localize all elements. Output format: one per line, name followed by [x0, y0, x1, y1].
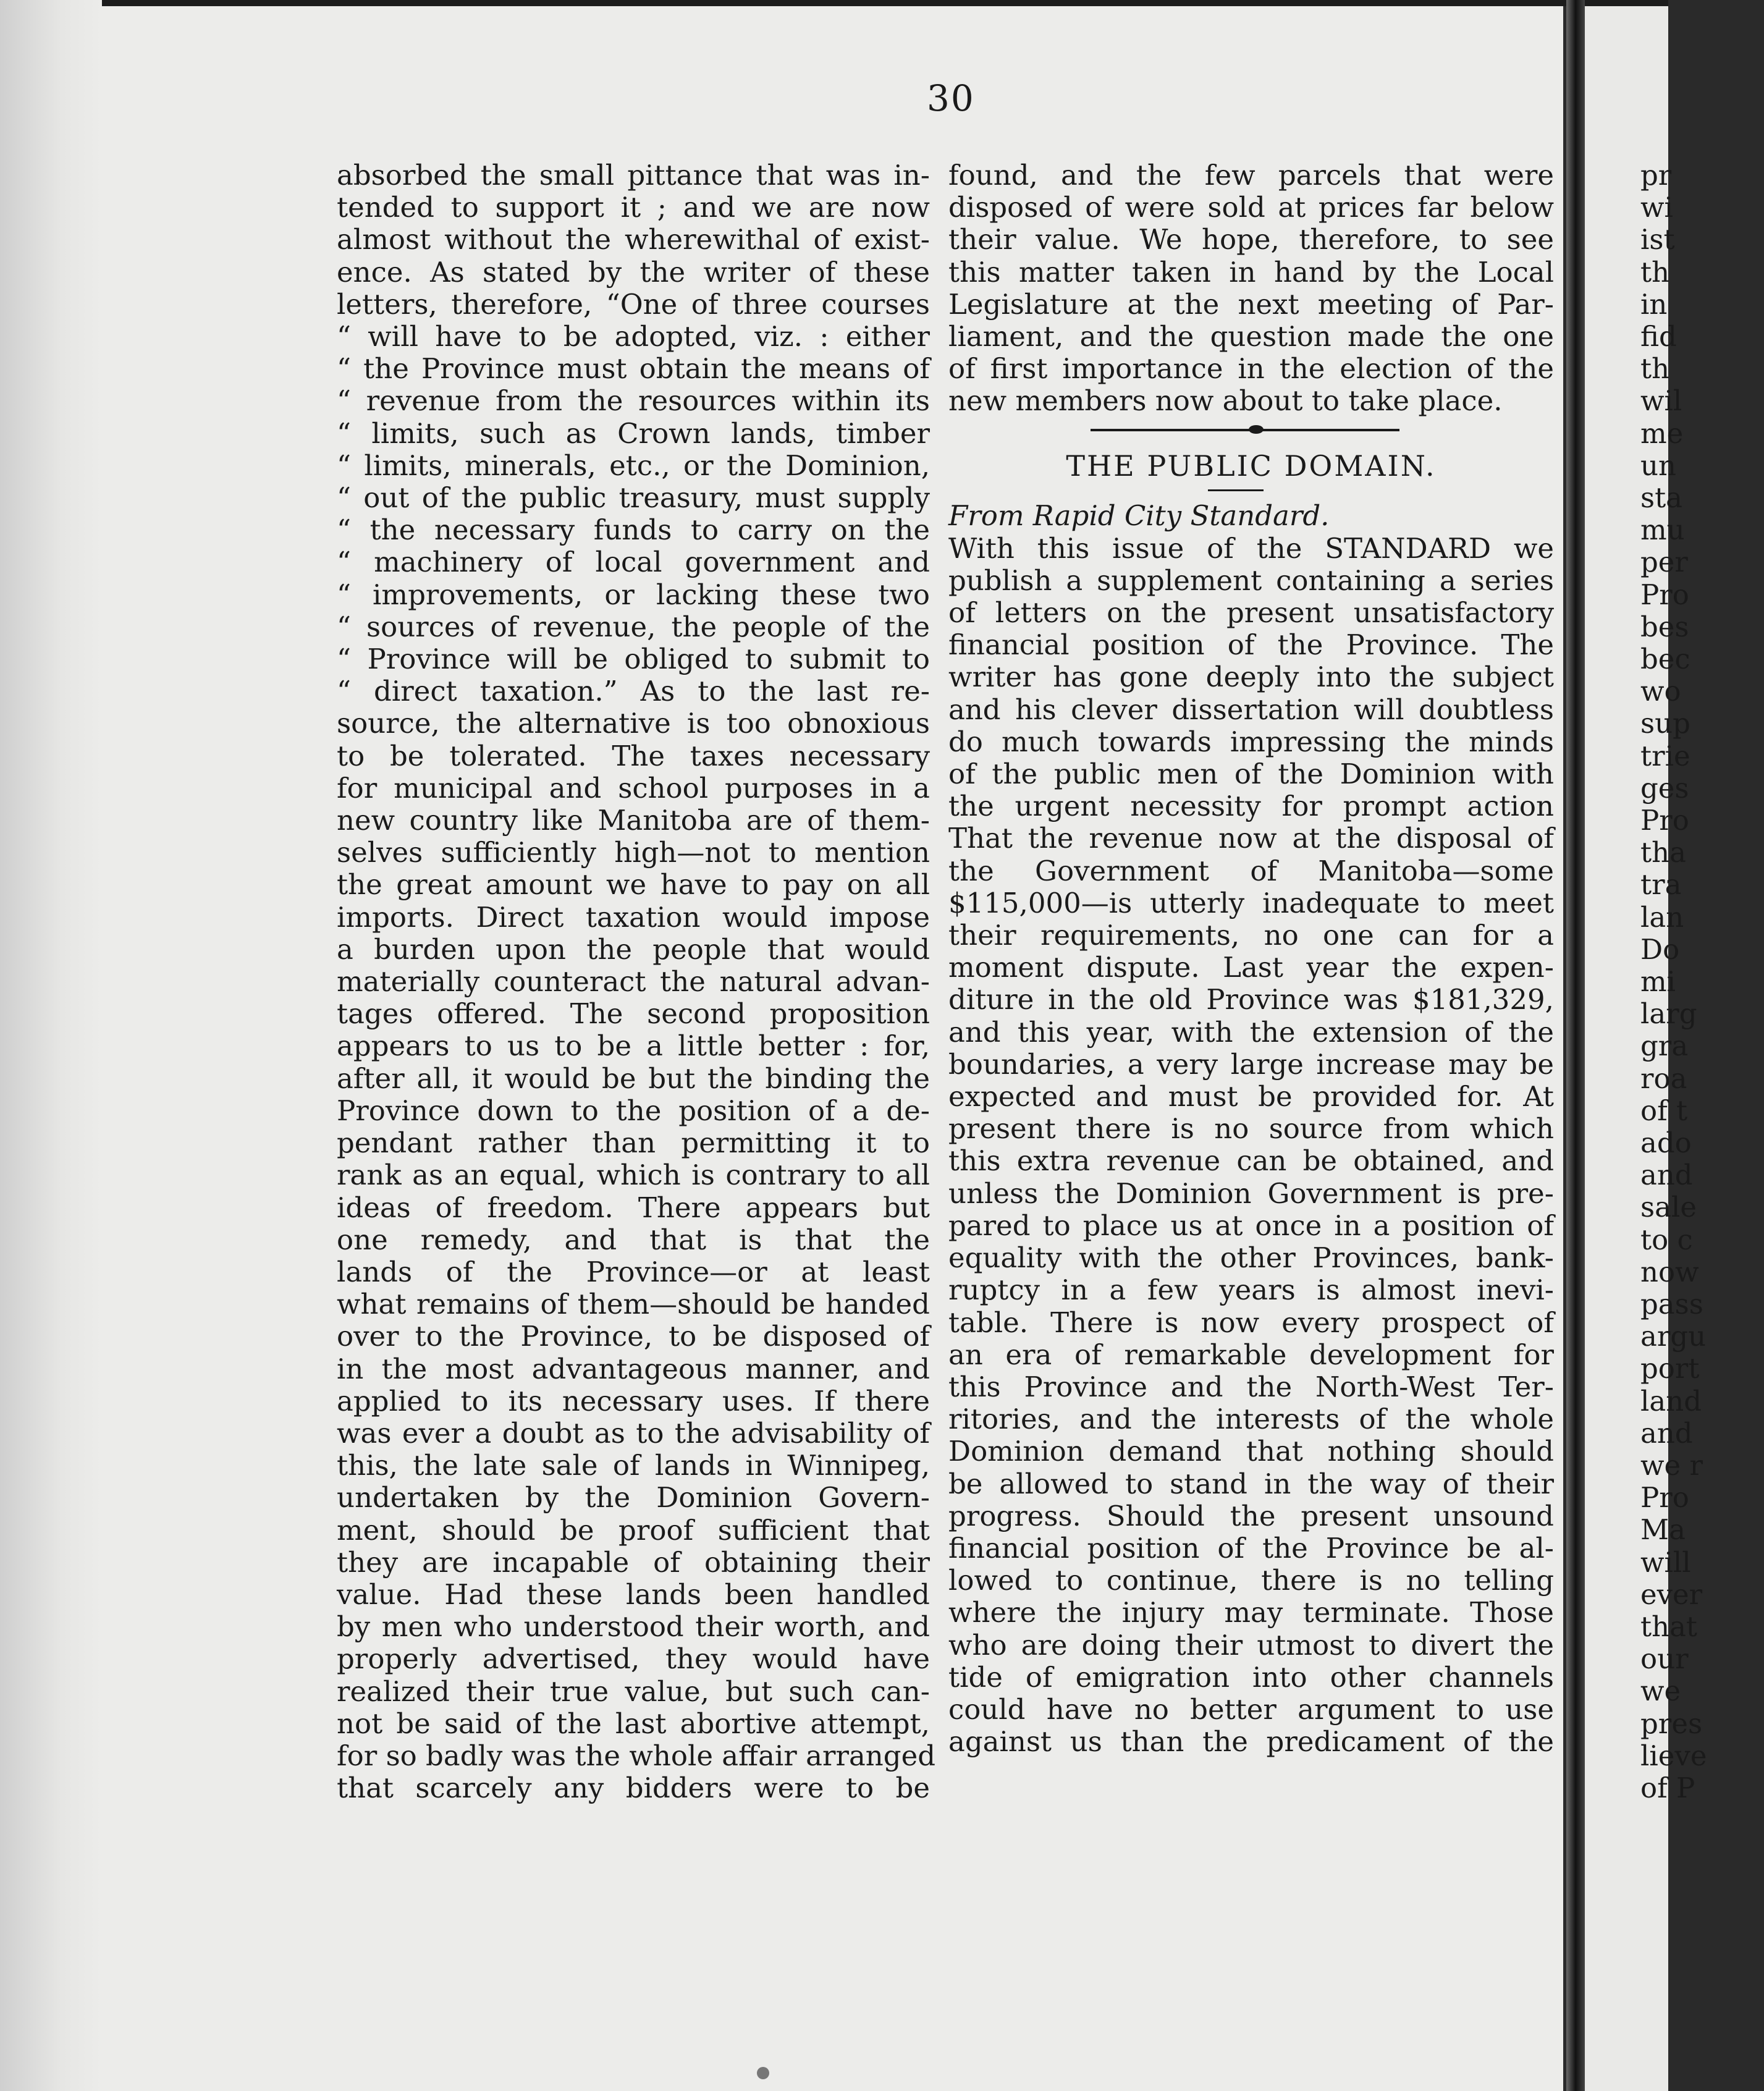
- text-line: “ limits, minerals, etc., or the Dominion,: [337, 449, 930, 482]
- text-line: who are doing their utmost to divert the: [948, 1628, 1554, 1662]
- text-line: table. There is now every prospect of: [948, 1306, 1554, 1339]
- divider-ornament: [1249, 425, 1264, 434]
- next-page-fragment: that: [1640, 1610, 1697, 1643]
- next-page-fragment: to c: [1640, 1223, 1693, 1256]
- text-line: a burden upon the people that would: [337, 932, 930, 966]
- text-line: selves sufficiently high—not to mention: [337, 836, 930, 869]
- text-line: their requirements, no one can for a: [948, 919, 1554, 952]
- text-line: “ limits, such as Crown lands, timber: [337, 416, 930, 450]
- text-line: this extra revenue can be obtained, and: [948, 1144, 1554, 1178]
- next-page-fragment: wi: [1640, 191, 1673, 224]
- text-line: of letters on the present unsatisfactory: [948, 596, 1554, 630]
- next-page-fragment: me: [1640, 416, 1684, 450]
- text-line: new members now about to take place.: [948, 384, 1503, 418]
- next-page-fragment: sup: [1640, 707, 1690, 740]
- text-line: not be said of the last abortive attempt,: [337, 1707, 930, 1740]
- article-body: [948, 533, 1554, 1759]
- text-line: this, the late sale of lands in Winnipeg,: [337, 1449, 930, 1482]
- text-line: applied to its necessary uses. If there: [337, 1384, 930, 1417]
- text-line: “ revenue from the resources within its: [337, 384, 930, 418]
- text-line: for so badly was the whole affair arranged: [337, 1739, 936, 1772]
- text-line: and his clever dissertation will doubtless: [948, 693, 1554, 726]
- text-line: the great amount we have to pay on all: [337, 868, 930, 902]
- next-page-fragment: tha: [1640, 836, 1686, 869]
- text-line: imports. Direct taxation would impose: [337, 900, 930, 934]
- text-line: tended to support it ; and we are now: [337, 191, 930, 224]
- text-line: “ improvements, or lacking these two: [337, 578, 930, 611]
- text-line: “ the Province must obtain the means of: [337, 352, 930, 386]
- next-page-fragment: lan: [1640, 900, 1684, 934]
- next-page-fragment: fid: [1640, 320, 1677, 353]
- next-page-fragment: will: [1640, 1545, 1691, 1579]
- next-page-fragment: mu: [1640, 513, 1685, 547]
- heading-underline: [948, 487, 1554, 499]
- text-line: their value. We hope, therefore, to see: [948, 223, 1554, 256]
- text-line: tide of emigration into other channels: [948, 1660, 1554, 1694]
- text-line: they are incapable of obtaining their: [337, 1545, 930, 1579]
- next-page-fragment: per: [1640, 546, 1688, 579]
- next-page-fragment: wo: [1640, 675, 1681, 708]
- article-heading: THE PUBLIC DOMAIN.: [1066, 449, 1437, 483]
- text-line: realized their true value, but such can-: [337, 1675, 930, 1708]
- text-line: this Province and the North-West Ter-: [948, 1370, 1554, 1403]
- next-page-fragment: gra: [1640, 1029, 1689, 1063]
- text-line: in the most advantageous manner, and: [337, 1352, 930, 1385]
- next-page-fragment: of P: [1640, 1772, 1695, 1804]
- right-column: [948, 159, 1554, 1758]
- next-page-edge: [1585, 6, 1707, 2091]
- text-line: diture in the old Province was $181,329,: [948, 983, 1554, 1016]
- next-page-fragment: pres: [1640, 1707, 1703, 1740]
- text-line: found, and the few parcels that were: [948, 159, 1554, 192]
- text-line: “ out of the public treasury, must supply: [337, 481, 930, 515]
- next-page-fragment: our: [1640, 1642, 1689, 1676]
- text-line: Province down to the position of a de-: [337, 1094, 930, 1127]
- text-line: letters, therefore, “One of three courses: [337, 287, 930, 321]
- text-line: “ will have to be adopted, viz. : either: [337, 320, 930, 353]
- book-gutter: [1566, 0, 1585, 2091]
- text-line: against us than the predicament of the: [948, 1725, 1554, 1759]
- text-line: With this issue of the STANDARD we: [948, 531, 1554, 565]
- text-line: undertaken by the Dominion Govern-: [337, 1481, 930, 1514]
- next-page-fragment: un: [1640, 449, 1676, 482]
- text-line: value. Had these lands been handled: [337, 1578, 930, 1611]
- text-line: ideas of freedom. There appears but: [337, 1191, 930, 1224]
- next-page-fragment: Pro: [1640, 804, 1689, 837]
- text-line: ence. As stated by the writer of these: [337, 255, 930, 289]
- text-line: unless the Dominion Government is pre-: [948, 1176, 1554, 1210]
- next-page-fragment: pr: [1640, 159, 1672, 192]
- text-line: ritories, and the interests of the whole: [948, 1403, 1554, 1436]
- text-line: and this year, with the extension of the: [948, 1015, 1554, 1049]
- left-column: [337, 159, 936, 1805]
- text-line: “ the necessary funds to carry on the: [337, 513, 930, 547]
- next-page-fragment: pass: [1640, 1288, 1703, 1320]
- text-line: lowed to continue, there is no telling: [948, 1564, 1554, 1597]
- next-page-fragment: Do: [1640, 932, 1680, 966]
- page-left-margin: [0, 0, 102, 2091]
- text-line: present there is no source from which: [948, 1112, 1554, 1146]
- next-page-fragment: and: [1640, 1416, 1693, 1450]
- page-number: 30: [927, 77, 975, 119]
- text-line: lands of the Province—or at least: [337, 1255, 930, 1288]
- text-line: That the revenue now at the disposal of: [948, 822, 1554, 855]
- next-page-fragment: larg: [1640, 997, 1697, 1031]
- text-line: over to the Province, to be disposed of: [337, 1320, 930, 1353]
- text-line: properly advertised, they would have: [337, 1642, 930, 1676]
- next-page-fragment: sta: [1640, 481, 1683, 514]
- next-page-fragment: roa: [1640, 1062, 1687, 1095]
- text-line: moment dispute. Last year the expen-: [948, 951, 1554, 984]
- next-page-fragment: Pro: [1640, 1481, 1689, 1514]
- next-page-fragment: ist: [1640, 223, 1675, 256]
- text-line: what remains of them—should be handed: [337, 1288, 930, 1321]
- next-page-fragment: sale: [1640, 1191, 1697, 1224]
- next-page-fragment: wil: [1640, 384, 1682, 418]
- text-line: Dominion demand that nothing should: [948, 1435, 1554, 1468]
- text-line: materially counteract the natural advan-: [337, 965, 930, 999]
- next-page-fragment: land: [1640, 1384, 1702, 1417]
- text-line: was ever a doubt as to the advisability of: [337, 1416, 930, 1450]
- text-line: of the public men of the Dominion with: [948, 758, 1554, 791]
- next-page-fragment: and: [1640, 1159, 1693, 1192]
- text-line: this matter taken in hand by the Local: [948, 255, 1554, 289]
- text-line: “ sources of revenue, the people of the: [337, 610, 930, 643]
- text-line: could have no better argument to use: [948, 1692, 1554, 1726]
- next-page-fragment: bec: [1640, 643, 1690, 675]
- text-line: expected and must be provided for. At: [948, 1080, 1554, 1113]
- text-line: tages offered. The second proposition: [337, 997, 930, 1031]
- next-page-fragment: in: [1640, 287, 1668, 321]
- text-line: be allowed to stand in the way of their: [948, 1467, 1554, 1500]
- text-line: one remedy, and that is that the: [337, 1223, 930, 1256]
- text-line: ment, should be proof sufficient that: [337, 1513, 930, 1547]
- next-page-fragment: ado: [1640, 1126, 1692, 1159]
- next-page-fragment: mi: [1640, 965, 1676, 998]
- next-page-fragment: we: [1640, 1675, 1681, 1708]
- text-line: rank as an equal, which is contrary to all: [337, 1159, 930, 1192]
- text-line: absorbed the small pittance that was in-: [337, 159, 930, 192]
- text-line: by men who understood their worth, and: [337, 1610, 930, 1644]
- scan-top-edge: [0, 0, 1668, 6]
- next-page-fragment: port: [1640, 1352, 1700, 1385]
- next-page-fragment: ever: [1640, 1578, 1703, 1611]
- next-page-fragment: Ma: [1640, 1513, 1686, 1547]
- text-line: financial position of the Province. The: [948, 628, 1554, 662]
- article-source: From Rapid City Standard.: [948, 499, 1330, 532]
- text-line: writer has gone deeply into the subject: [948, 661, 1554, 694]
- text-line: after all, it would be but the binding the: [337, 1062, 930, 1095]
- text-line: publish a supplement containing a series: [948, 564, 1554, 597]
- next-page-fragment: th: [1640, 255, 1670, 289]
- text-line: $115,000—is utterly inadequate to meet: [948, 886, 1554, 919]
- text-line: source, the alternative is too obnoxious: [337, 707, 930, 740]
- text-line: to be tolerated. The taxes necessary: [337, 739, 930, 772]
- next-page-fragment: argu: [1640, 1320, 1707, 1353]
- text-line: “ direct taxation.” As to the last re-: [337, 675, 930, 708]
- next-page-fragment: th: [1640, 352, 1670, 386]
- text-line: disposed of were sold at prices far below: [948, 191, 1554, 224]
- text-line: where the injury may terminate. Those: [948, 1596, 1554, 1629]
- binding-mark: [757, 2067, 769, 2079]
- text-line: do much towards impressing the minds: [948, 725, 1554, 758]
- text-line: of first importance in the election of the: [948, 352, 1554, 386]
- text-line: pared to place us at once in a position of: [948, 1209, 1554, 1242]
- section-divider: [948, 419, 1554, 444]
- divider-rule: [1091, 429, 1399, 431]
- next-page-fragment: trie: [1640, 739, 1690, 772]
- text-line: boundaries, a very large increase may be: [948, 1047, 1554, 1081]
- text-line: pendant rather than permitting it to: [337, 1126, 930, 1160]
- text-line: for municipal and school purposes in a: [337, 771, 930, 805]
- next-page-fragment: now: [1640, 1255, 1699, 1288]
- text-line: Legislature at the next meeting of Par-: [948, 287, 1554, 321]
- next-page-fragment: we r: [1640, 1449, 1703, 1482]
- text-line: progress. Should the present unsound: [948, 1499, 1554, 1532]
- next-page-fragment: tra: [1640, 868, 1682, 902]
- text-line: equality with the other Provinces, bank-: [948, 1241, 1554, 1275]
- next-page-fragment: of t: [1640, 1094, 1688, 1127]
- text-line: liament, and the question made the one: [948, 320, 1554, 353]
- next-page-fragment: ges: [1640, 771, 1689, 805]
- text-line: financial position of the Province be al-: [948, 1531, 1554, 1565]
- text-line: appears to us to be a little better : for,: [337, 1029, 930, 1063]
- next-page-fragment: bes: [1640, 610, 1689, 643]
- text-line: the Government of Manitoba—some: [948, 854, 1554, 887]
- text-line: almost without the wherewithal of exist-: [337, 223, 930, 256]
- text-line: an era of remarkable development for: [948, 1338, 1554, 1371]
- text-line: “ machinery of local government and: [337, 546, 930, 579]
- right-column-intro: [948, 159, 1554, 418]
- text-line: new country like Manitoba are of them-: [337, 804, 930, 837]
- next-page-fragment: Pro: [1640, 578, 1689, 611]
- text-line: the urgent necessity for prompt action: [948, 790, 1554, 823]
- text-line: “ Province will be obliged to submit to: [337, 643, 930, 676]
- text-line: ruptcy in a few years is almost inevi-: [948, 1274, 1554, 1307]
- text-line: that scarcely any bidders were to be: [337, 1772, 930, 1805]
- next-page-fragment: lieve: [1640, 1739, 1707, 1772]
